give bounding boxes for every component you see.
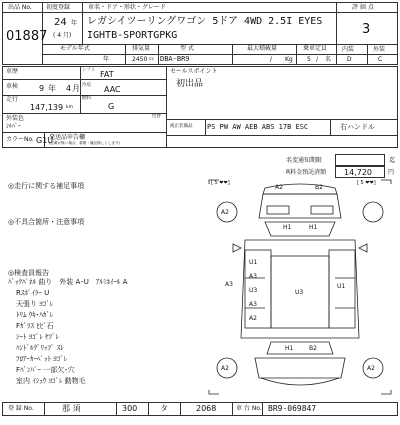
color-value: ｼﾙﾊﾞｰ xyxy=(6,123,22,130)
car-grade: IGHTB-SPORTGPKG xyxy=(87,30,178,41)
tax-deadline-label: 名変通知期限 xyxy=(286,157,323,164)
lot-number: 01887 xyxy=(6,29,48,44)
inspection-month: 4 xyxy=(66,84,72,93)
mileage-label: 走行 xyxy=(6,96,19,103)
exterior-label: 外装 xyxy=(373,46,386,53)
reg-year: 24 xyxy=(54,17,67,28)
inspection-label: 車検 xyxy=(6,83,19,90)
inspection-year: 9 xyxy=(39,84,45,93)
color-no: G1U xyxy=(36,136,54,145)
reg-kana: タ xyxy=(160,404,168,413)
steering: 右ハンドル xyxy=(340,123,375,131)
model-label: 型 式 xyxy=(180,45,194,52)
reg-no-label: 登 録 No. xyxy=(8,405,34,412)
color-no-label: カラーNo. xyxy=(6,136,34,143)
recycle-label: 発送品申告欄 xyxy=(49,134,86,141)
load-unit: Kg xyxy=(285,56,293,63)
shift-label: シフト xyxy=(82,68,96,73)
ac-label: 冷房 xyxy=(82,83,91,88)
sales-point-label: セールスポイント xyxy=(170,68,218,75)
displacement-unit: cc xyxy=(149,57,154,62)
lot-label: 出品 No. xyxy=(8,4,32,11)
capacity-label: 乗車定員 xyxy=(303,45,328,52)
displacement: 2450 xyxy=(132,56,148,63)
inspector-line: Rｽﾎﾟｲﾗｰ U xyxy=(16,289,50,297)
equipment: PS PW AW AEB ABS 17B ESC xyxy=(207,123,309,131)
capacity-separator: / xyxy=(316,56,319,63)
inspector-line: 天張り ﾖｺﾞﾚ xyxy=(16,300,54,308)
exterior-grade: C xyxy=(378,56,383,63)
fuel-value: G xyxy=(108,102,115,111)
bracket-left: [ 5 ❤❤] xyxy=(211,180,230,186)
damage-code: A2 xyxy=(221,209,229,216)
car-name: レガシイツーリングワゴン 5ドア 4WD 2.5I EYES xyxy=(87,16,323,27)
reg-place: 那 須 xyxy=(62,404,81,413)
inspector-line: ｼｰﾄ ﾖｺﾞﾚ ﾔﾌﾞﾚ xyxy=(16,333,59,341)
score: 3 xyxy=(362,22,371,37)
sales-point: 初出品 xyxy=(176,79,204,89)
interior-grade: D xyxy=(347,56,352,63)
mileage: 147,139 xyxy=(30,103,64,112)
inspector-line: ﾄﾘﾑ ｳｷ･ﾊｶﾞﾚ xyxy=(16,311,54,319)
model-year-unit: 年 xyxy=(103,56,110,63)
damage-code: U1 xyxy=(337,283,346,290)
damage-code: A3 xyxy=(249,273,257,280)
name-label: 車名・ドア・形状・グレード xyxy=(88,4,166,11)
inspector-line: Fﾊﾞﾝﾊﾟｰ 一部欠･穴 xyxy=(16,366,75,374)
score-label: 評 価 点 xyxy=(352,4,374,11)
damage-code: A2 xyxy=(249,315,257,322)
defect-notes-label: ◎不具合箇所・注意事項 xyxy=(8,218,85,226)
capacity: 5 xyxy=(307,56,311,63)
model-year-label: モデル年式 xyxy=(60,45,90,52)
damage-code: H1 xyxy=(283,224,292,231)
damage-code: A2 xyxy=(275,184,283,191)
damage-code: B2 xyxy=(309,345,317,352)
damage-code: H1 xyxy=(309,224,318,231)
chassis-label: 車 台 No. xyxy=(236,405,262,412)
bracket-right: [ 5 ❤❤] xyxy=(357,180,376,186)
inspection-year-unit: 年 xyxy=(48,84,56,93)
displacement-label: 排気量 xyxy=(132,45,151,52)
color-change-mark: 色替 xyxy=(152,114,161,119)
fuel-label: 燃料 xyxy=(82,96,91,101)
damage-code: U3 xyxy=(295,289,304,296)
damage-code: U1 xyxy=(249,259,258,266)
damage-code: A3 xyxy=(225,281,233,288)
car-damage-diagram xyxy=(205,178,395,398)
body-history-label: 車歴 xyxy=(6,68,19,75)
capacity-unit: 名 xyxy=(325,56,332,63)
color-label: 外装色 xyxy=(6,115,25,122)
tax-deadline-box xyxy=(335,154,385,166)
inspector-line: ﾊﾝﾄﾞﾙｸﾞﾘｯﾌﾟ ｽﾚ xyxy=(16,344,64,352)
driving-notes-label: ◎走行に関する補足事項 xyxy=(8,182,85,190)
equipment-label: 純正装備品 xyxy=(170,124,193,129)
damage-code: A3 xyxy=(249,301,257,308)
load-separator: / xyxy=(270,56,273,63)
damage-code: H1 xyxy=(285,345,294,352)
damage-code: A2 xyxy=(367,365,375,372)
mileage-unit: km xyxy=(66,105,73,110)
inspector-line: ﾊﾞｯｸﾊﾟﾈﾙ 曲り 外装 A･U ｱﾙﾐﾎｲｰﾙ A xyxy=(8,278,128,286)
inspector-line: Fｶﾞﾗｽ ﾋﾋﾞ石 xyxy=(16,322,54,330)
reg-month: ( 4 月) xyxy=(53,32,72,39)
inspector-line: 室内 ｲｼｭｳ ﾖｺﾞﾚ 動物毛 xyxy=(16,377,86,385)
interior-label: 内装 xyxy=(342,46,355,53)
reg-number: 2068 xyxy=(196,404,217,413)
shift-value: FAT xyxy=(100,70,114,79)
inspection-month-unit: 月 xyxy=(72,84,80,93)
damage-code: B2 xyxy=(315,184,323,191)
model: DBA-BR9 xyxy=(160,55,190,63)
recycle-fee: 14,720 xyxy=(344,168,372,177)
chassis-number: BR9-069847 xyxy=(268,404,317,413)
recycle-note: (記載が無い場合、書類・備品無しとします) xyxy=(49,141,121,145)
recycle-fee-unit: 円 xyxy=(388,169,395,176)
reg-label: 初度登録 xyxy=(46,4,71,11)
ac-value: AAC xyxy=(104,85,121,94)
inspector-line: ﾌﾛｱｰｶｰﾍﾟｯﾄ ﾖｺﾞﾚ xyxy=(16,355,68,363)
load-label: 最大積載量 xyxy=(247,45,278,52)
damage-code: U3 xyxy=(249,287,258,294)
reg-year-unit: 年 xyxy=(71,20,78,27)
reg-class: 300 xyxy=(122,404,138,413)
damage-code: A2 xyxy=(221,365,229,372)
inspector-report-label: ◎検査員報告 xyxy=(8,269,50,277)
recycle-fee-label: R料金預託済額 xyxy=(286,169,327,176)
tax-deadline-unit: 迄 xyxy=(389,157,396,164)
